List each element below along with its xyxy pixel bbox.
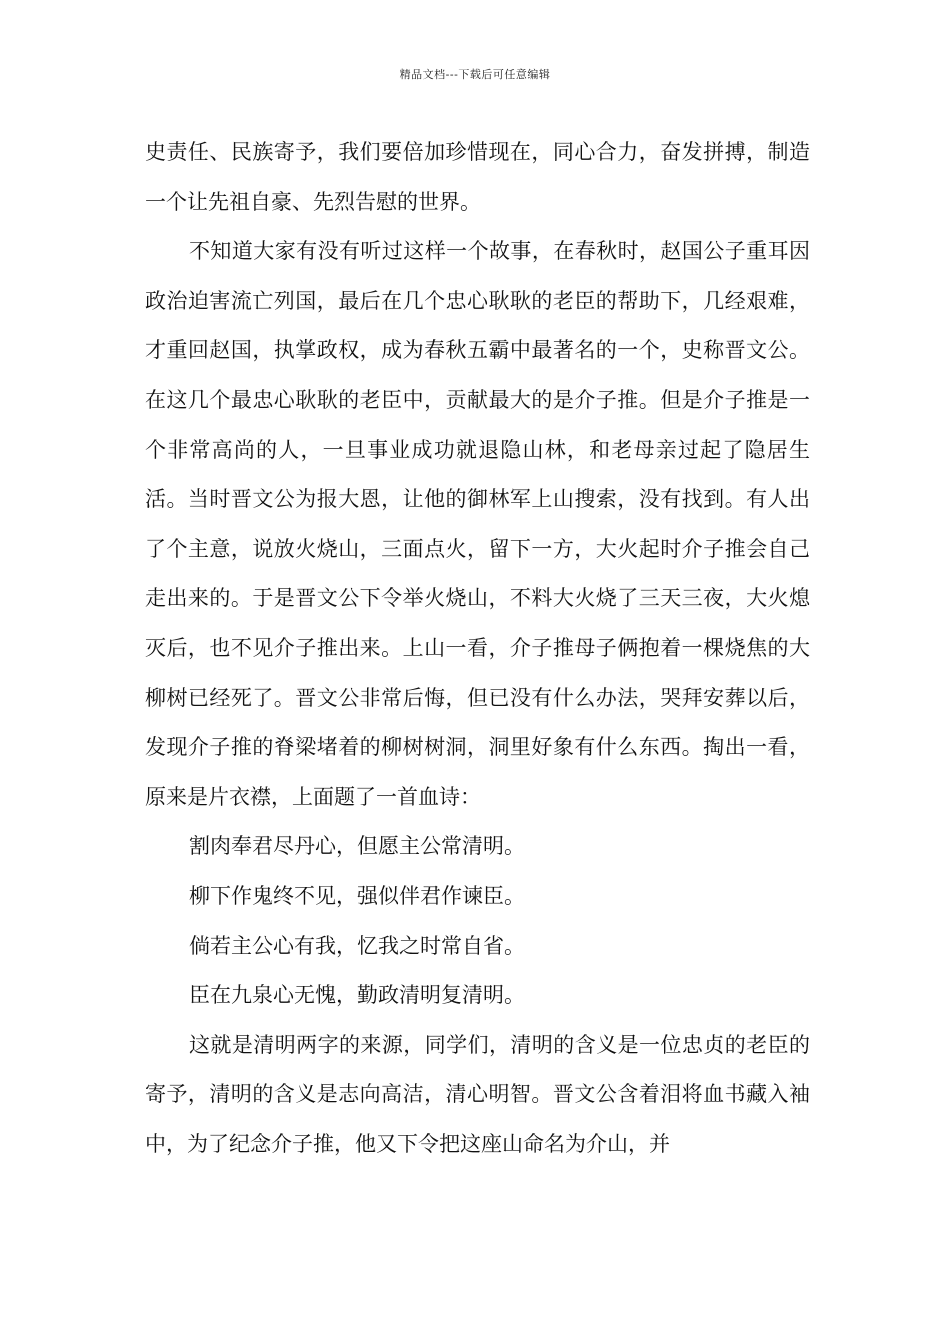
document-body [145,128,810,1169]
poem-line-1: 割肉奉君尽丹心，但愿主公常清明。 [189,834,525,859]
paragraph-continuation: 史责任、民族寄予，我们要倍加珍惜现在，同心合力，奋发拼搏，制造一个让先祖自豪、先烈告慰的世界。 [145,140,810,214]
poem-line-2: 柳下作鬼终不见，强似伴君作谏臣。 [189,883,525,908]
poem-line-4: 臣在九泉心无愧，勤政清明复清明。 [189,983,525,1008]
page-header: 精品文档---下载后可任意编辑 [399,68,551,81]
paragraph-story: 不知道大家有没有听过这样一个故事，在春秋时，赵国公子重耳因政治迫害流亡列国，最后在几个忠心耿耿的老臣的帮助下，几经艰难，才重回赵国，执掌政权，成为春秋五霸中最著名的一个，史称晋文公。在这几个最忠心耿耿的老臣中，贡献最大的是介子推。但是介子推是一个非常高尚的人，一旦事业成功就退隐山林，和老母亲过起了隐居生活。当时晋文公为报大恩，让他的御林军上山搜索，没有找到。有人出了个主意，说放火烧山，三面点火，留下一方，大火起时介子推会自己走出来的。于是晋文公下令举火烧山，不料大火烧了三天三夜，大火熄灭后，也不见介子推出来。上山一看，介子推母子俩抱着一棵烧焦的大柳树已经死了。晋文公非常后悔，但已没有什么办法，哭拜安葬以后，发现介子推的脊梁堵着的柳树树洞，洞里好象有什么东西。掏出一看，原来是片衣襟，上面题了一首血诗： [145,239,810,809]
poem-line-3: 倘若主公心有我，忆我之时常自省。 [189,933,525,958]
paragraph-closing: 这就是清明两字的来源，同学们，清明的含义是一位忠贞的老臣的寄予，清明的含义是志向高洁，清心明智。晋文公含着泪将血书藏入袖中，为了纪念介子推，他又下令把这座山命名为介山，并 [145,1032,810,1156]
